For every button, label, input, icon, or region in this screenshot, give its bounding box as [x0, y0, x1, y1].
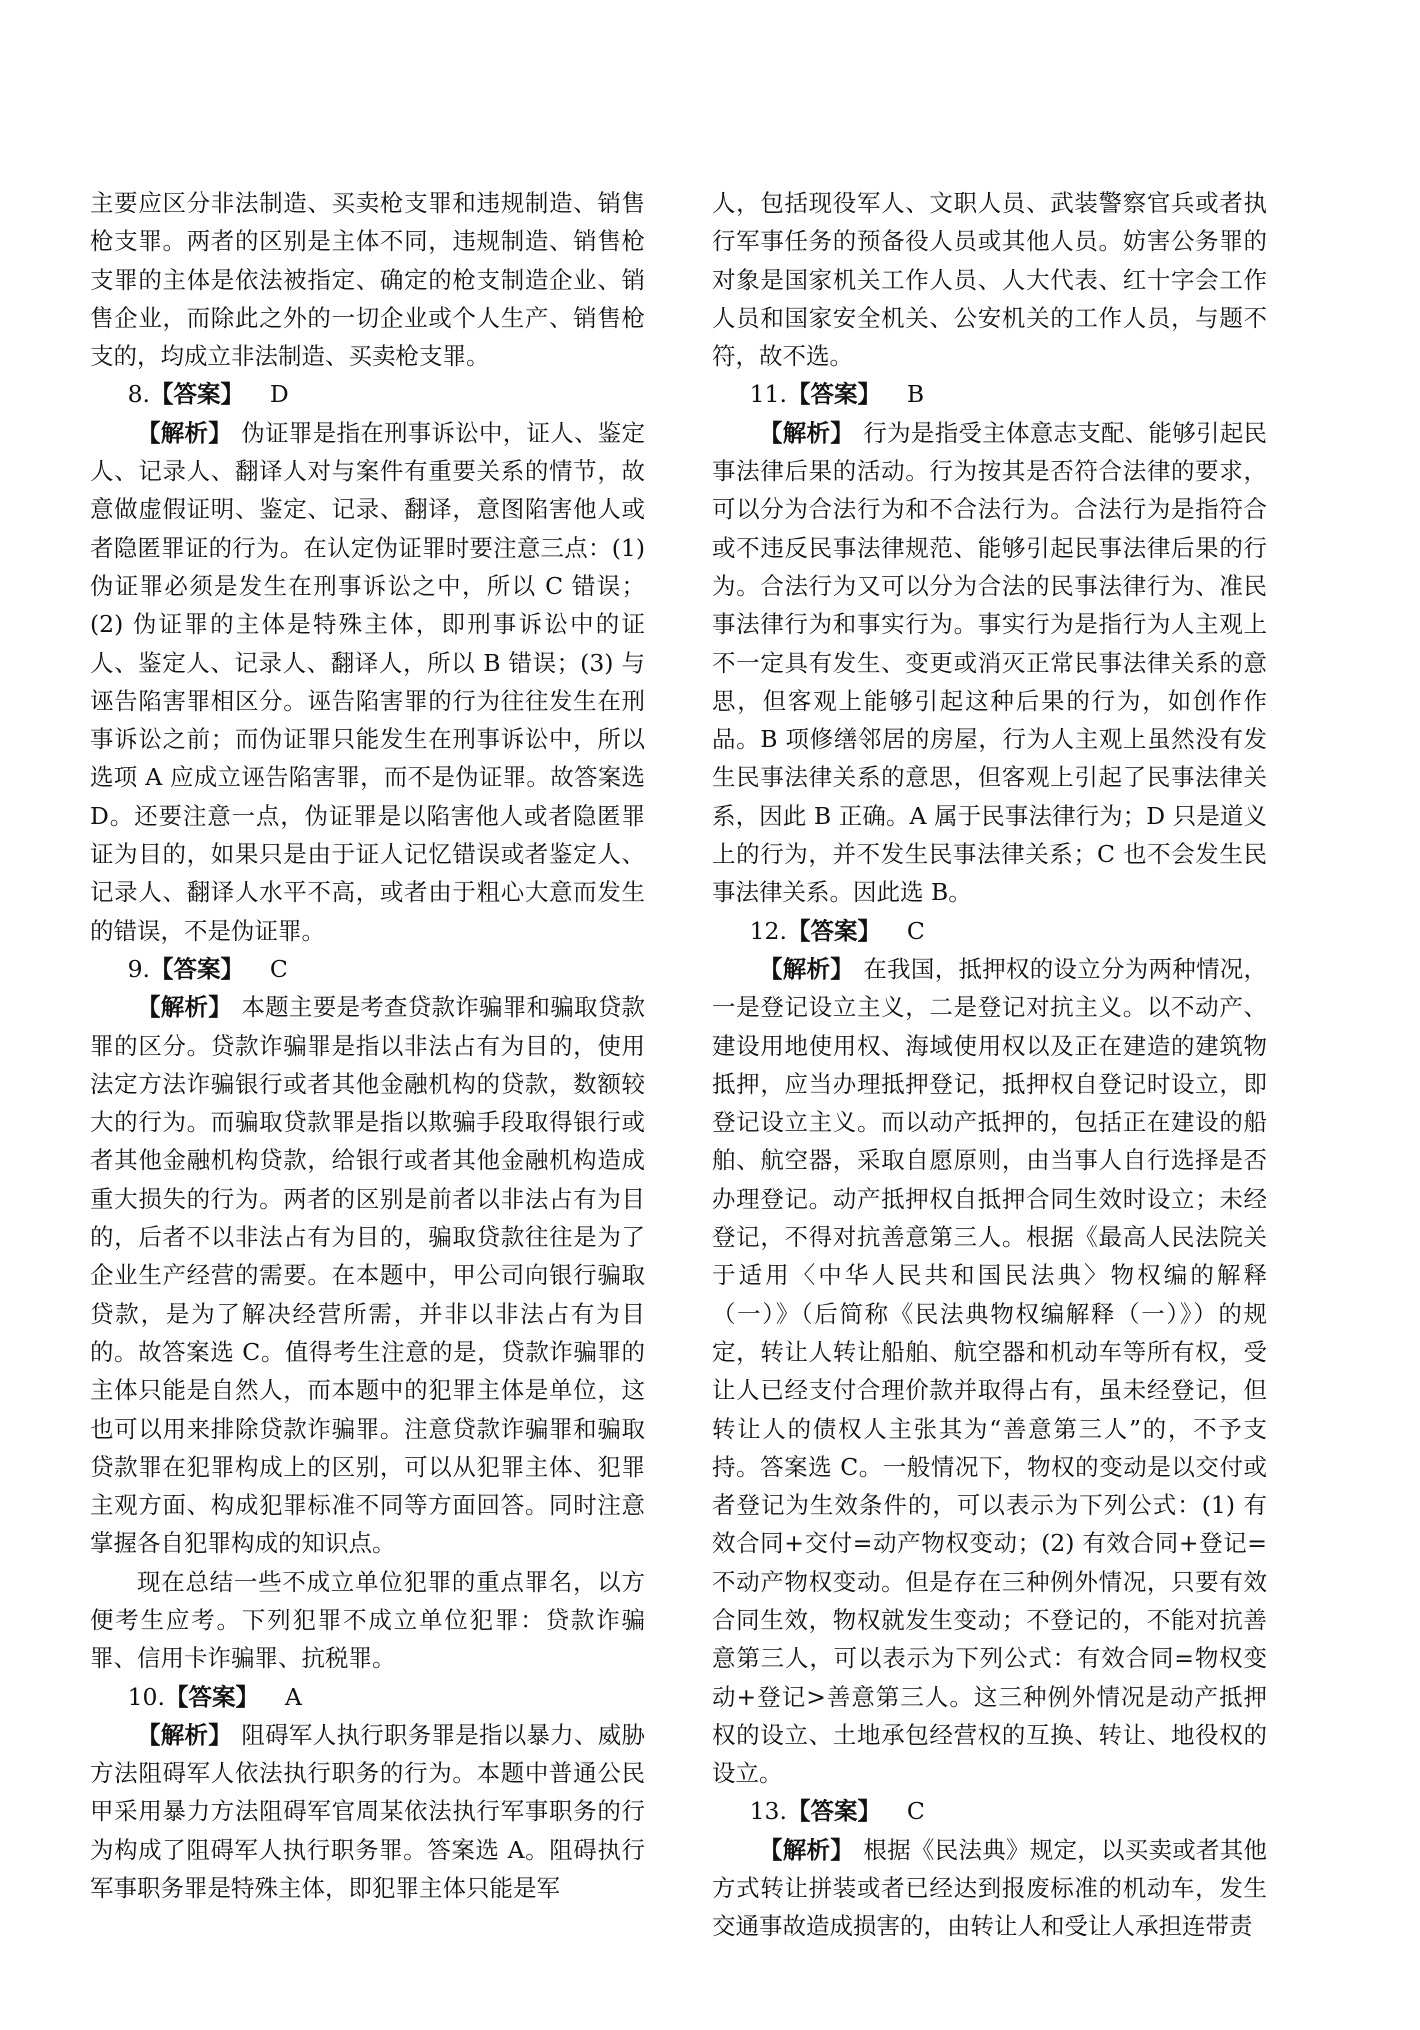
- q11-answer-label: 【答案】: [786, 380, 881, 409]
- q9-analysis-paragraph: [90, 988, 645, 1562]
- left-column: [90, 184, 645, 1907]
- q8-answer: D: [269, 380, 289, 409]
- right-column: [712, 184, 1267, 1946]
- q11-analysis-paragraph: [712, 414, 1267, 912]
- q12-number: 12.: [749, 916, 787, 945]
- q13-number: 13.: [749, 1797, 787, 1826]
- q11-analysis-text: 行为是指受主体意志支配、能够引起民事法律后果的活动。行为按其是否符合法律的要求，可以分为合法行为和不合法行为。合法行为是指符合或不违反民事法律规范、能够引起民事法律后果的行为。合法行为又可以分为合法的民事法律行为、准民事法律行为和事实行为。事实行为是指行为人主观上不一定具有发生、变更或消灭正常民事法律关系的意思，但客观上能够引起这种后果的行为，如创作作品。B 项修缮邻居的房屋，行为人主观上虽然没有发生民事法律关系的意思，但客观上引起了民事法律关系，因此 B 正确。A 属于民事法律行为；D 只是道义上的行为，并不发生民事法律关系；C 也不会发生民事法律关系。因此选 B。: [712, 418, 1268, 907]
- q9-analysis-text: 本题主要是考查贷款诈骗罪和骗取贷款罪的区分。贷款诈骗罪是指以非法占有为目的，使用法定方法诈骗银行或者其他金融机构的贷款，数额较大的行为。而骗取贷款罪是指以欺骗手段取得银行或者其他金融机构贷款，给银行或者其他金融机构造成重大损失的行为。两者的区别是前者以非法占有为目的，后者不以非法占有为目的，骗取贷款往往是为了企业生产经营的需要。在本题中，甲公司向银行骗取贷款，是为了解决经营所需，并非以非法占有为目的。故答案选 C。值得考生注意的是，贷款诈骗罪的主体只能是自然人，而本题中的犯罪主体是单位，这也可以用来排除贷款诈骗罪。注意贷款诈骗罪和骗取贷款罪在犯罪构成上的区别，可以从犯罪主体、犯罪主观方面、构成犯罪标准不同等方面回答。同时注意掌握各自犯罪构成的知识点。: [90, 993, 646, 1558]
- q10-analysis-label: 【解析】: [137, 1720, 233, 1749]
- q10-answer: A: [284, 1682, 302, 1711]
- q12-answer: C: [906, 916, 925, 945]
- q13-analysis-text: 根据《民法典》规定，以买卖或者其他方式转让拼装或者已经达到报废标准的机动车，发生交通事故造成损害的，由转让人和受让人承担连带责: [712, 1835, 1268, 1941]
- q10-analysis-text: 阻碍军人执行职务罪是指以暴力、威胁方法阻碍军人依法执行职务的行为。本题中普通公民甲采用暴力方法阻碍军官周某依法执行军事职务的行为构成了阻碍军人执行职务罪。答案选 A。阻碍执行军事职务罪是特殊主体，即犯罪主体只能是军: [90, 1720, 646, 1903]
- q10-answer-line: [90, 1678, 645, 1716]
- q8-analysis-paragraph: [90, 414, 645, 950]
- q8-analysis-label: 【解析】: [137, 418, 233, 447]
- q10-analysis-paragraph: [90, 1716, 645, 1907]
- q11-number: 11.: [749, 380, 787, 409]
- q9-summary-paragraph: 现在总结一些不成立单位犯罪的重点罪名，以方便考生应考。下列犯罪不成立单位犯罪：贷款诈骗罪、信用卡诈骗罪、抗税罪。: [90, 1567, 645, 1673]
- q12-analysis-label: 【解析】: [759, 954, 855, 983]
- q12-analysis-text: 在我国，抵押权的设立分为两种情况，一是登记设立主义，二是登记对抗主义。以不动产、建设用地使用权、海域使用权以及正在建造的建筑物抵押，应当办理抵押登记，抵押权自登记时设立，即登记设立主义。而以动产抵押的，包括正在建设的船舶、航空器，采取自愿原则，由当事人自行选择是否办理登记。动产抵押权自抵押合同生效时设立；未经登记，不得对抗善意第三人。根据《最高人民法院关于适用〈中华人民共和国民法典〉物权编的解释（一）》（后简称《民法典物权编解释（一）》）的规定，转让人转让船舶、航空器和机动车等所有权，受让人已经支付合理价款并取得占有，虽未经登记，但转让人的债权人主张其为“善意第三人”的，不予支持。答案选 C。一般情况下，物权的变动是以交付或者登记为生效条件的，可以表示为下列公式：(1) 有效合同+交付=动产物权变动；(2) 有效合同+登记=不动产物权变动。但是存在三种例外情况，只要有效合同生效，物权就发生变动；不登记的，不能对抗善意第三人，可以表示为下列公式：有效合同=物权变动+登记>善意第三人。这三种例外情况是动产抵押权的设立、土地承包经营权的互换、转让、地役权的设立。: [712, 954, 1268, 1788]
- q8-number: 8.: [127, 380, 151, 409]
- q9-answer-line: [90, 950, 645, 988]
- q12-answer-label: 【答案】: [786, 916, 881, 945]
- q8-answer-line: [90, 375, 645, 413]
- q9-answer: C: [269, 954, 288, 983]
- q13-analysis-label: 【解析】: [759, 1835, 855, 1864]
- continuation-paragraph: 人，包括现役军人、文职人员、武装警察官兵或者执行军事任务的预备役人员或其他人员。妨害公务罪的对象是国家机关工作人员、人大代表、红十字会工作人员和国家安全机关、公安机关的工作人员，与题不符，故不选。: [712, 189, 1267, 371]
- q11-answer: B: [906, 380, 925, 409]
- q12-answer-line: [712, 912, 1267, 950]
- q9-analysis-label: 【解析】: [137, 993, 233, 1022]
- q9-answer-label: 【答案】: [150, 954, 245, 983]
- q13-analysis-paragraph: [712, 1831, 1267, 1946]
- q12-analysis-paragraph: [712, 950, 1267, 1793]
- q10-answer-label: 【答案】: [164, 1682, 259, 1711]
- q8-answer-label: 【答案】: [150, 380, 245, 409]
- q8-analysis-text: 伪证罪是指在刑事诉讼中，证人、鉴定人、记录人、翻译人对与案件有重要关系的情节，故意做虚假证明、鉴定、记录、翻译，意图陷害他人或者隐匿罪证的行为。在认定伪证罪时要注意三点：(1) 伪证罪必须是发生在刑事诉讼之中，所以 C 错误；(2) 伪证罪的主体是特殊主体，即刑事诉讼中的证人、鉴定人、记录人、翻译人，所以 B 错误；(3) 与诬告陷害罪相区分。诬告陷害罪的行为往往发生在刑事诉讼之前；而伪证罪只能发生在刑事诉讼中，所以选项 A 应成立诬告陷害罪，而不是伪证罪。故答案选 D。还要注意一点，伪证罪是以陷害他人或者隐匿罪证为目的，如果只是由于证人记忆错误或者鉴定人、记录人、翻译人水平不高，或者由于粗心大意而发生的错误，不是伪证罪。: [90, 418, 646, 945]
- intro-paragraph: 主要应区分非法制造、买卖枪支罪和违规制造、销售枪支罪。两者的区别是主体不同，违规制造、销售枪支罪的主体是依法被指定、确定的枪支制造企业、销售企业，而除此之外的一切企业或个人生产、销售枪支的，均成立非法制造、买卖枪支罪。: [90, 189, 645, 371]
- q10-number: 10.: [127, 1682, 165, 1711]
- q11-analysis-label: 【解析】: [759, 418, 855, 447]
- q13-answer-line: [712, 1792, 1267, 1830]
- q9-number: 9.: [127, 954, 151, 983]
- q11-answer-line: [712, 375, 1267, 413]
- q13-answer: C: [906, 1797, 925, 1826]
- q13-answer-label: 【答案】: [786, 1797, 881, 1826]
